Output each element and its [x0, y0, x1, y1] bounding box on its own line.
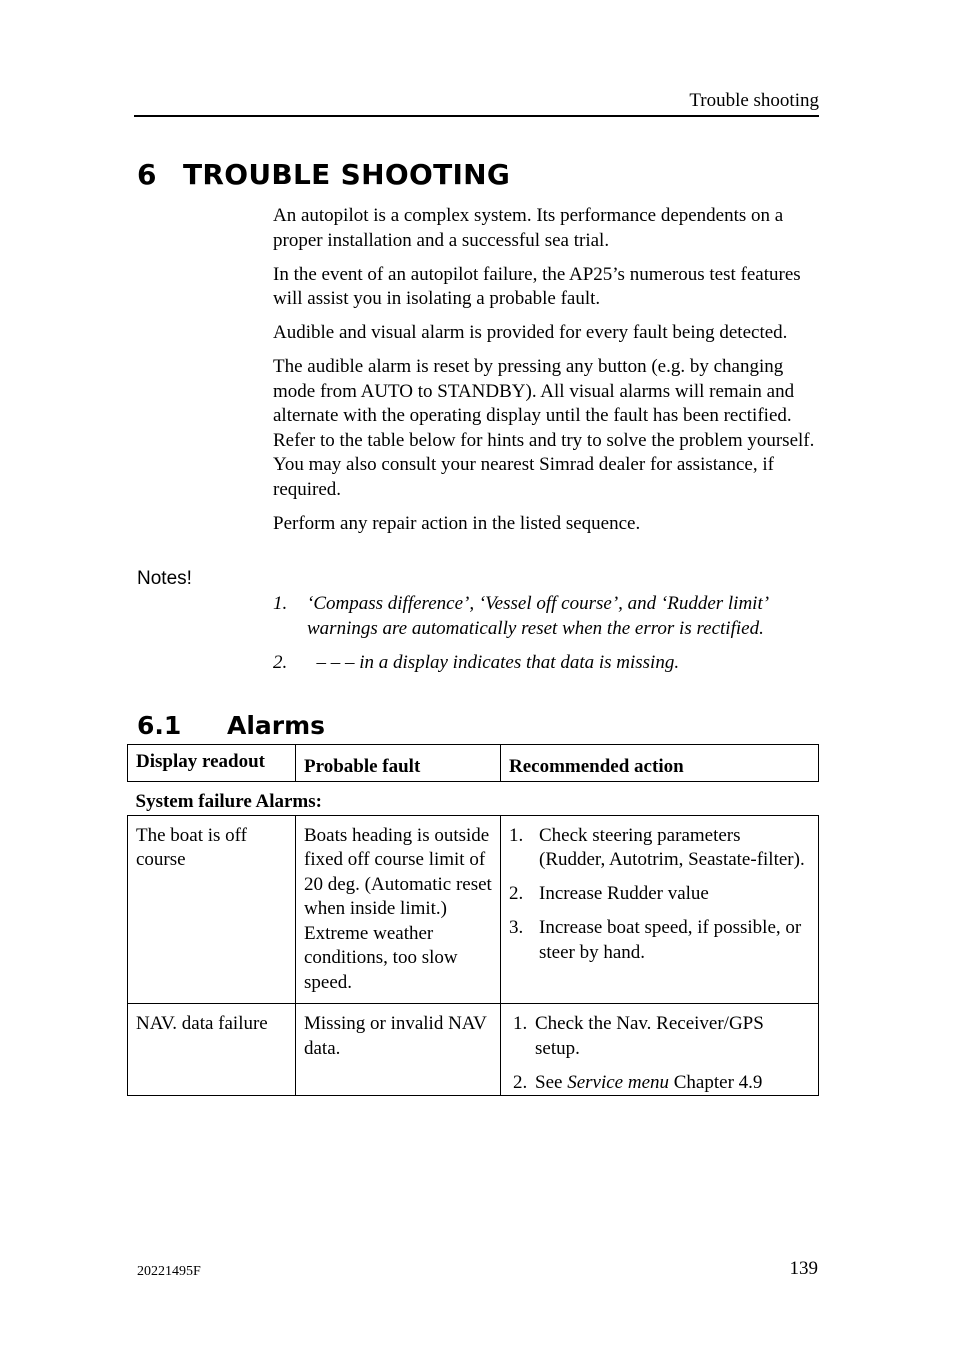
chapter-title — [137, 158, 510, 191]
section-title — [137, 711, 325, 740]
table-group-row — [128, 782, 819, 816]
table-header-row — [128, 745, 819, 782]
chapter-number: 6 — [137, 158, 157, 191]
cell-probable-fault: Missing or invalid NAV data. — [296, 1004, 501, 1096]
step-text: Increase Rudder value — [539, 883, 709, 904]
running-header: Trouble shooting — [134, 89, 819, 117]
step-number: 1. — [509, 824, 524, 846]
step-text-post: Chapter 4.9 — [669, 1071, 763, 1093]
step-number: 2. — [513, 1071, 528, 1093]
cell-recommended-action — [501, 1004, 819, 1096]
paragraph: Audible and visual alarm is provided for every fault being detected. — [273, 322, 788, 343]
document-code: 20221495F — [137, 1264, 201, 1279]
step-number: 3. — [509, 917, 524, 938]
cell-recommended-action — [501, 815, 819, 1004]
group-label: System failure Alarms: — [128, 782, 819, 816]
column-header-recommended-action: Recommended action — [501, 745, 819, 782]
table-row — [128, 815, 819, 1004]
step-text: Check the Nav. Receiver/GPS setup. — [535, 1013, 764, 1059]
cell-display-readout: NAV. data failure — [128, 1004, 296, 1096]
action-list — [513, 1012, 810, 1095]
action-step — [513, 1071, 810, 1096]
step-text — [535, 1071, 762, 1096]
paragraph: In the event of an autopilot failure, the AP25’s numerous test features will assist you in isolating a probable fault. — [273, 263, 801, 309]
action-list — [509, 824, 810, 966]
table-row — [128, 1004, 819, 1096]
chapter-title-text: TROUBLE SHOOTING — [183, 158, 511, 191]
note-item — [273, 651, 821, 676]
action-step — [509, 824, 810, 873]
note-number: 2. — [273, 651, 288, 673]
action-step — [513, 1012, 810, 1061]
service-menu-reference: Service menu — [567, 1071, 669, 1093]
column-header-display-readout: Display readout — [128, 745, 296, 782]
cell-probable-fault: Boats heading is outside fixed off course limit of 20 deg. (Automatic reset when inside limit.) Extreme weather conditions, too slow speed. — [296, 815, 501, 1004]
notes-label: Notes! — [137, 568, 192, 589]
action-step — [509, 882, 810, 907]
note-item — [273, 592, 821, 641]
step-number: 2. — [509, 883, 524, 904]
step-number: 1. — [513, 1013, 528, 1034]
step-text: Check steering parameters (Rudder, Autotrim, Seastate-filter). — [539, 824, 805, 870]
action-step — [509, 916, 810, 965]
notes-list — [273, 592, 821, 685]
paragraph: The audible alarm is reset by pressing any button (e.g. by changing mode from AUTO to STANDBY). All visual alarms will remain and alternate with the operating display until the fault has been rectified. Refer to the table below for hints and try to solve the problem yourself. You may also consult your nearest Simrad dealer for assistance, if required. — [273, 356, 815, 500]
intro-text — [273, 204, 821, 546]
section-title-text: Alarms — [227, 711, 326, 740]
step-text: Increase boat speed, if possible, or steer by hand. — [539, 917, 802, 963]
page-number: 139 — [789, 1258, 818, 1279]
column-header-probable-fault: Probable fault — [296, 745, 501, 782]
paragraph: An autopilot is a complex system. Its performance dependents on a proper installation and a successful sea trial. — [273, 205, 784, 251]
note-number: 1. — [273, 593, 288, 614]
paragraph: Perform any repair action in the listed sequence. — [273, 512, 641, 534]
cell-display-readout: The boat is off course — [128, 815, 296, 1004]
step-text-pre: See — [535, 1071, 568, 1093]
note-text: ‘Compass difference’, ‘Vessel off course’, and ‘Rudder limit’ warnings are automatically reset when the error is rectified. — [307, 593, 767, 639]
alarms-table — [127, 744, 819, 1096]
section-number: 6.1 — [137, 711, 182, 740]
note-text: – – – in a display indicates that data is missing. — [307, 651, 680, 673]
